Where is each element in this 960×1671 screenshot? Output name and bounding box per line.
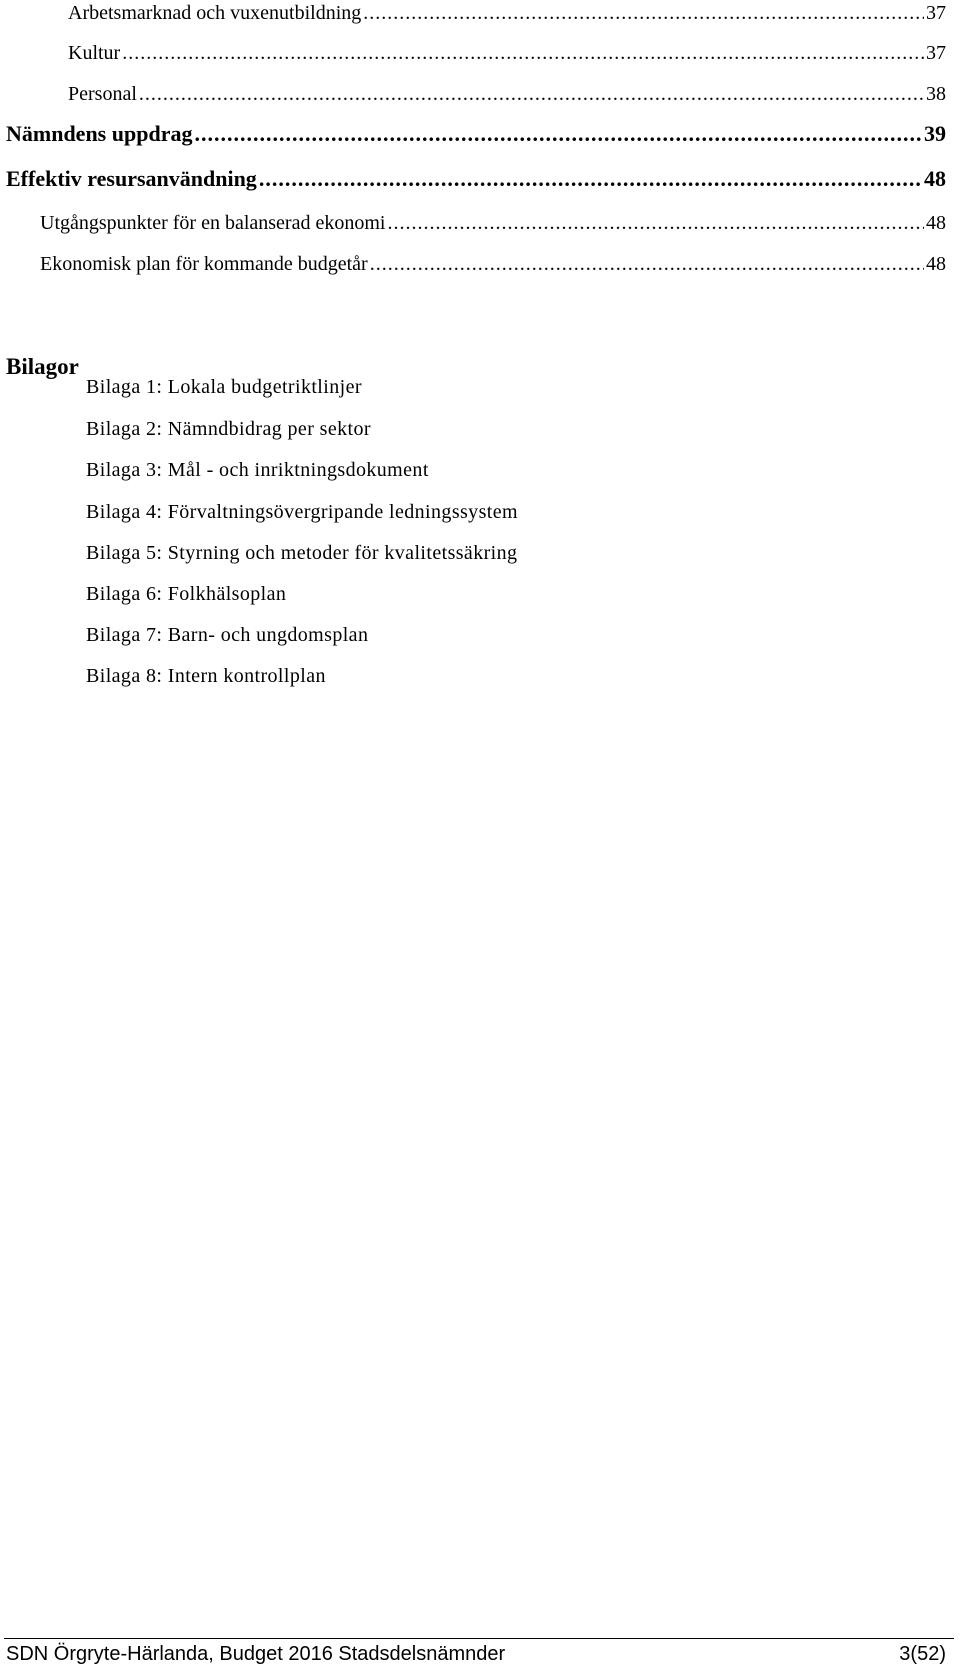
appendix-item: Bilaga 4: Förvaltningsövergripande ledningssystem: [86, 501, 518, 523]
toc-leader-dots: [387, 210, 924, 236]
appendix-item: Bilaga 7: Barn- och ungdomsplan: [86, 624, 369, 646]
toc-leader-dots: [363, 0, 924, 26]
toc-entry-page: 39: [924, 121, 946, 146]
footer-document-title: SDN Örgryte-Härlanda, Budget 2016 Stadsdelsnämnder: [6, 1643, 506, 1665]
toc-entry-page: 37: [926, 2, 946, 24]
toc-entry-page: 38: [926, 83, 946, 105]
appendix-item: Bilaga 1: Lokala budgetriktlinjer: [86, 376, 362, 398]
footer-page-number: 3(52): [899, 1643, 946, 1665]
appendix-item: Bilaga 3: Mål - och inriktningsdokument: [86, 459, 429, 481]
toc-leader-dots: [259, 166, 922, 192]
toc-leader-dots: [139, 81, 924, 107]
appendix-item: Bilaga 8: Intern kontrollplan: [86, 665, 326, 687]
toc-leader-dots: [194, 121, 922, 147]
toc-leader-dots: [122, 40, 924, 66]
appendix-item: Bilaga 2: Nämndbidrag per sektor: [86, 418, 371, 440]
toc-entry-page: 48: [924, 166, 946, 191]
toc-entry-title: Personal: [68, 83, 137, 105]
toc-entry[interactable]: [6, 121, 946, 147]
toc-entry[interactable]: [68, 0, 946, 26]
toc-entry[interactable]: [40, 210, 946, 236]
appendices-heading: Bilagor: [6, 354, 79, 379]
footer-divider: [4, 1638, 954, 1639]
toc-entry-page: 48: [926, 253, 946, 275]
toc-leader-dots: [370, 251, 924, 277]
toc-entry[interactable]: [68, 40, 946, 66]
toc-entry[interactable]: [40, 251, 946, 277]
toc-entry-page: 37: [926, 42, 946, 64]
toc-entry-title: Effektiv resursanvändning: [6, 166, 257, 191]
appendix-item: Bilaga 6: Folkhälsoplan: [86, 583, 287, 605]
toc-entry-title: Ekonomisk plan för kommande budgetår: [40, 253, 368, 275]
toc-entry[interactable]: [68, 81, 946, 107]
toc-entry[interactable]: [6, 166, 946, 192]
toc-entry-title: Nämndens uppdrag: [6, 121, 193, 146]
toc-entry-page: 48: [926, 212, 946, 234]
appendix-item: Bilaga 5: Styrning och metoder för kvalitetssäkring: [86, 542, 518, 564]
toc-entry-title: Utgångspunkter för en balanserad ekonomi: [40, 212, 386, 234]
toc-entry-title: Kultur: [68, 42, 121, 64]
toc-entry-title: Arbetsmarknad och vuxenutbildning: [68, 2, 362, 24]
